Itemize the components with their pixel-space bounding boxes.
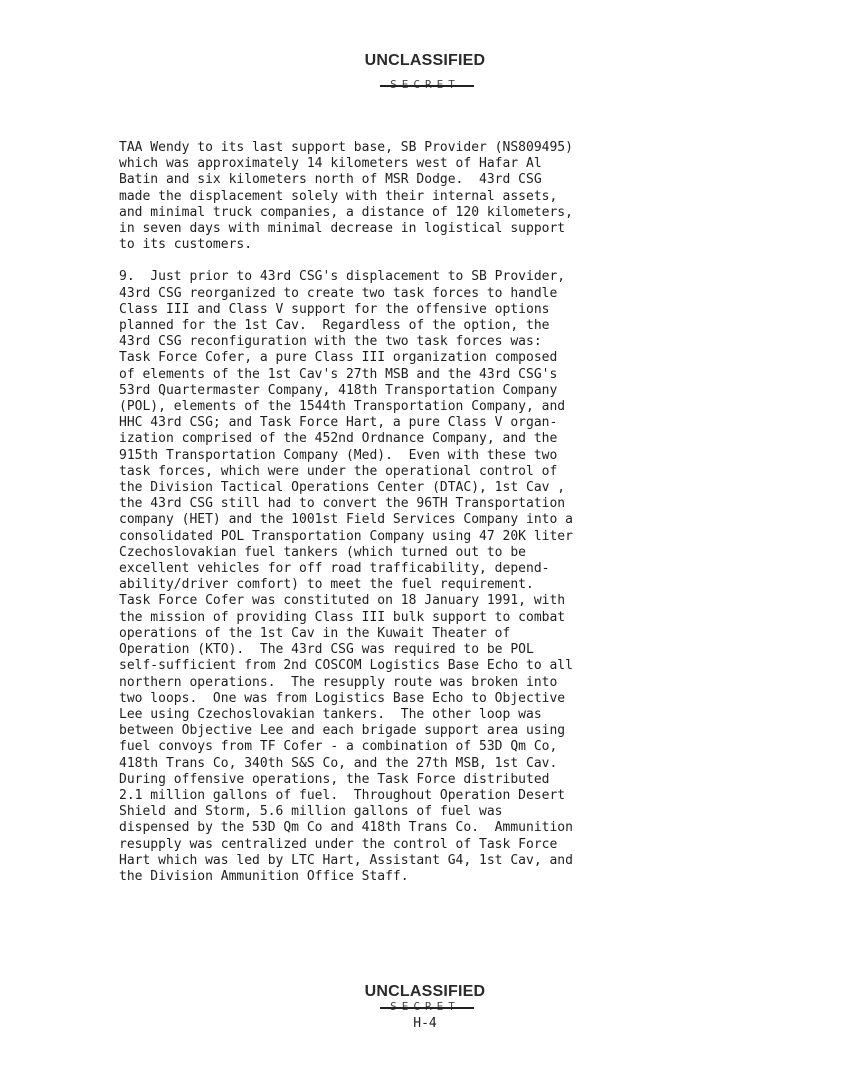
document-body <box>119 140 719 885</box>
text-line: the Division Ammunition Office Staff. <box>119 868 409 884</box>
text-line: task forces, which were under the operational control of <box>119 463 558 479</box>
footer-struck-marking <box>0 1000 850 1013</box>
text-line: and minimal truck companies, a distance of 120 kilometers, <box>119 204 573 220</box>
text-line: HHC 43rd CSG; and Task Force Hart, a pure Class V organ- <box>119 415 558 431</box>
text-line: 418th Trans Co, 340th S&S Co, and the 27th MSB, 1st Cav. <box>119 755 558 771</box>
text-line: 9. Just prior to 43rd CSG's displacement to SB Provider, <box>119 269 566 285</box>
paragraph-2 <box>119 269 719 885</box>
text-line: in seven days with minimal decrease in logistical support <box>119 221 566 237</box>
text-line: Operation (KTO). The 43rd CSG was required to be POL <box>119 642 534 658</box>
text-line: Shield and Storm, 5.6 million gallons of fuel was <box>119 804 503 820</box>
footer-classification: UNCLASSIFIED <box>364 983 486 1000</box>
text-line: the mission of providing Class III bulk support to combat <box>119 609 566 625</box>
paragraph-gap <box>119 253 719 269</box>
text-line: 2.1 million gallons of fuel. Throughout Operation Desert <box>119 787 566 803</box>
text-line: Batin and six kilometers north of MSR Dodge. 43rd CSG <box>119 172 542 188</box>
text-line: Lee using Czechoslovakian tankers. The other loop was <box>119 706 542 722</box>
text-line: the 43rd CSG still had to convert the 96TH Transportation <box>119 496 566 512</box>
text-line: between Objective Lee and each brigade support area using <box>119 723 566 739</box>
text-line: During offensive operations, the Task Force distributed <box>119 771 550 787</box>
text-line: ability/driver comfort) to meet the fuel requirement. <box>119 577 534 593</box>
text-line: which was approximately 14 kilometers west of Hafar Al <box>119 156 542 172</box>
page-number: H-4 <box>413 1016 437 1031</box>
text-line: fuel convoys from TF Cofer - a combination of 53D Qm Co, <box>119 739 558 755</box>
text-line: operations of the 1st Cav in the Kuwait Theater of <box>119 625 511 641</box>
header-struck-text: SECRET <box>390 78 460 91</box>
text-line: Czechoslovakian fuel tankers (which turned out to be <box>119 544 526 560</box>
text-line: northern operations. The resupply route was broken into <box>119 674 558 690</box>
text-line: excellent vehicles for off road trafficability, depend- <box>119 561 550 577</box>
text-line: self-sufficient from 2nd COSCOM Logistics Base Echo to all <box>119 658 573 674</box>
footer-struck-text: SECRET <box>390 1000 460 1013</box>
text-line: resupply was centralized under the control of Task Force <box>119 836 558 852</box>
text-line: Hart which was led by LTC Hart, Assistant G4, 1st Cav, and <box>119 852 573 868</box>
text-line: TAA Wendy to its last support base, SB Provider (NS809495) <box>119 140 573 155</box>
text-line: company (HET) and the 1001st Field Services Company into a <box>119 512 573 528</box>
text-line: Class III and Class V support for the offensive options <box>119 301 550 317</box>
text-line: the Division Tactical Operations Center (DTAC), 1st Cav , <box>119 480 566 496</box>
text-line: planned for the 1st Cav. Regardless of the option, the <box>119 318 550 334</box>
text-line: made the displacement solely with their internal assets, <box>119 188 558 204</box>
text-line: 53rd Quartermaster Company, 418th Transportation Company <box>119 382 558 398</box>
text-line: 43rd CSG reconfiguration with the two task forces was: <box>119 334 542 350</box>
text-line: to its customers. <box>119 237 253 253</box>
text-line: two loops. One was from Logistics Base Echo to Objective <box>119 690 566 706</box>
text-line: (POL), elements of the 1544th Transportation Company, and <box>119 399 566 415</box>
text-line: 43rd CSG reorganized to create two task forces to handle <box>119 285 558 301</box>
paragraph-1 <box>119 140 719 253</box>
text-line: consolidated POL Transportation Company using 47 20K liter <box>119 528 573 544</box>
header-struck-marking <box>0 78 850 91</box>
text-line: ization comprised of the 452nd Ordnance Company, and the <box>119 431 558 447</box>
text-line: Task Force Cofer was constituted on 18 January 1991, with <box>119 593 566 609</box>
text-line: 915th Transportation Company (Med). Even with these two <box>119 447 558 463</box>
text-line: Task Force Cofer, a pure Class III organization composed <box>119 350 558 366</box>
header-classification: UNCLASSIFIED <box>364 52 486 69</box>
text-line: of elements of the 1st Cav's 27th MSB and the 43rd CSG's <box>119 366 558 382</box>
text-line: dispensed by the 53D Qm Co and 418th Trans Co. Ammunition <box>119 820 573 836</box>
